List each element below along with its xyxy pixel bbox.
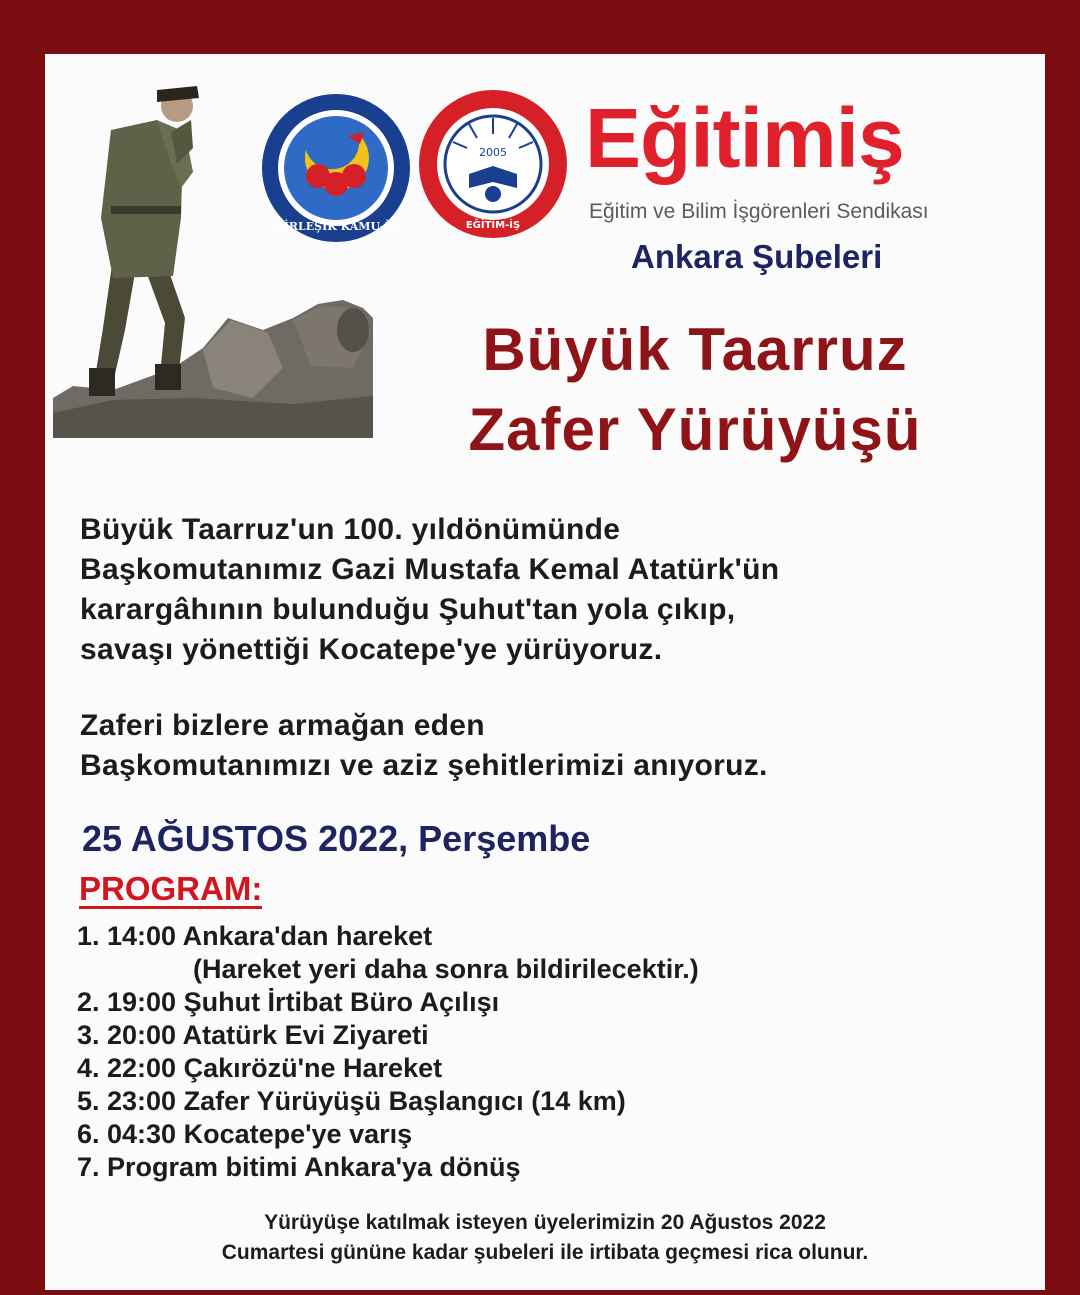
logo2-year: 2005 <box>479 146 507 159</box>
event-date: 25 AĞUSTOS 2022, Perşembe <box>82 818 591 859</box>
footer-line: Cumartesi gününe kadar şubeleri ile irtibata geçmesi rica olunur. <box>221 1241 869 1264</box>
footer-line: Yürüyüşe katılmak isteyen üyelerimizin 20 Ağustos 2022 <box>264 1211 826 1234</box>
list-item: 6. 04:30 Kocatepe'ye varış <box>77 1119 413 1149</box>
title-line-2: Zafer Yürüyüşü <box>468 396 922 463</box>
title-line-1: Büyük Taarruz <box>482 316 908 383</box>
list-item: 3. 20:00 Atatürk Evi Ziyareti <box>77 1020 429 1050</box>
intro-line: karargâhının bulunduğu Şuhut'tan yola çıkıp, <box>80 593 736 626</box>
list-item: 2. 19:00 Şuhut İrtibat Büro Açılışı <box>77 987 500 1017</box>
intro-line: savaşı yönettiği Kocatepe'ye yürüyoruz. <box>80 633 663 666</box>
program-list <box>77 920 977 1184</box>
logo1-label: BİRLEŞİK KAMU-İŞ <box>274 220 398 233</box>
program-heading: PROGRAM: <box>79 870 263 907</box>
intro-paragraph <box>80 510 1010 670</box>
tribute-paragraph <box>80 706 1010 786</box>
tribute-line: Zaferi bizlere armağan eden <box>80 709 485 742</box>
birlesik-kamu-is-logo <box>260 92 412 244</box>
poster <box>45 54 1045 1290</box>
event-title <box>405 310 985 470</box>
list-item: 4. 22:00 Çakırözü'ne Hareket <box>77 1053 443 1083</box>
logo2-label: EĞİTİM-İŞ <box>465 220 521 231</box>
intro-line: Büyük Taarruz'un 100. yıldönümünde <box>80 513 621 546</box>
egitim-is-logo <box>417 88 569 240</box>
list-item: 7. Program bitimi Ankara'ya dönüş <box>77 1152 521 1182</box>
intro-line: Başkomutanımız Gazi Mustafa Kemal Atatürk'ün <box>80 553 780 586</box>
brand-name: Eğitimiş <box>585 91 904 185</box>
list-item: 5. 23:00 Zafer Yürüyüşü Başlangıcı (14 km) <box>77 1086 626 1116</box>
brand-subtitle: Eğitim ve Bilim İşgörenleri Sendikası <box>589 200 929 223</box>
branch-name: Ankara Şubeleri <box>631 238 883 275</box>
tribute-line: Başkomutanımızı ve aziz şehitlerimizi anıyoruz. <box>80 749 768 782</box>
list-item-note: (Hareket yeri daha sonra bildirilecektir.) <box>193 954 699 984</box>
footer-note <box>45 1208 1045 1268</box>
list-item: 1. 14:00 Ankara'dan hareket <box>77 921 433 951</box>
